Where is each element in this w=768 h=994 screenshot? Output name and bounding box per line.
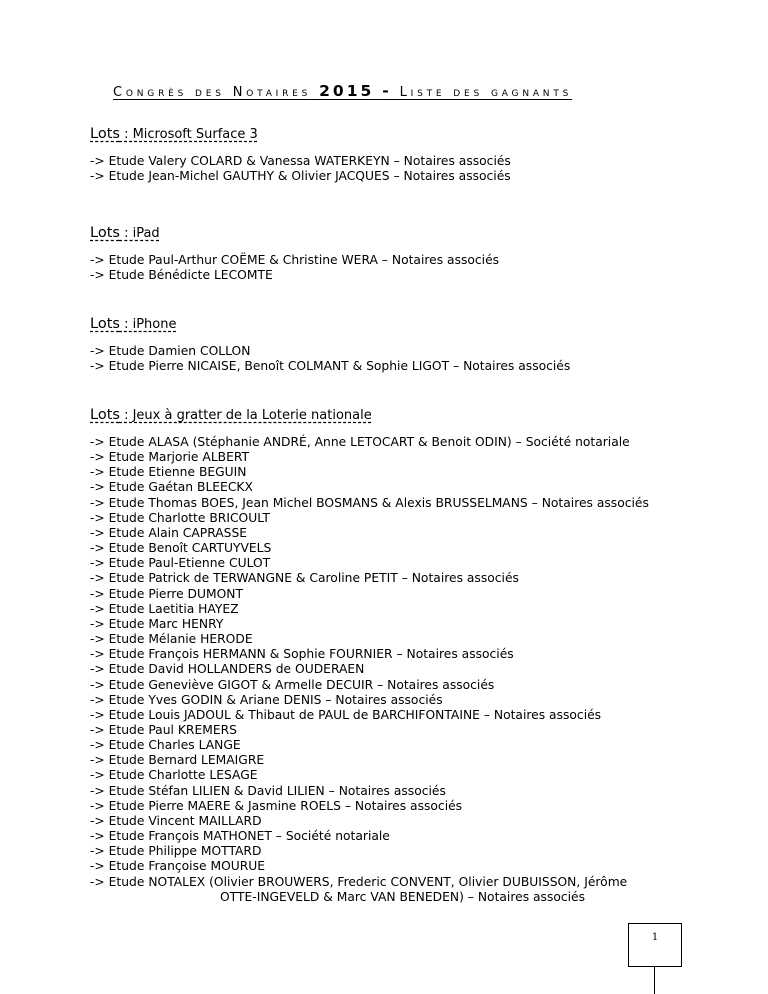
list-item: -> Etude Etienne BEGUIN <box>90 465 247 480</box>
list-item: -> Etude Pierre NICAISE, Benoît COLMANT & Sophie LIGOT – Notaires associés <box>90 359 571 374</box>
list-item: -> Etude Pierre DUMONT <box>90 586 244 601</box>
section-title: Lots : Microsoft Surface 3 <box>90 126 258 142</box>
title-year: 2015 <box>319 82 375 100</box>
list-item: -> Etude Damien COLLON <box>90 344 251 358</box>
list-item: -> Etude Marc HENRY <box>90 616 224 631</box>
section-title: Lots : Jeux à gratter de la Loterie nationale <box>90 407 372 423</box>
list-item: -> Etude Alain CAPRASSE <box>90 525 248 540</box>
list-item: -> Etude Bénédicte LECOMTE <box>90 268 273 283</box>
list-item: -> Etude Marjorie ALBERT <box>90 450 250 465</box>
page-title <box>113 82 572 100</box>
section-surface <box>90 126 730 184</box>
list-item: -> Etude Gaétan BLEECKX <box>90 480 253 495</box>
winner-list <box>90 154 730 184</box>
section-title: Lots : iPhone <box>90 316 177 332</box>
list-item: -> Etude Paul KREMERS <box>90 722 237 737</box>
list-item: -> Etude Paul-Etienne CULOT <box>90 556 271 571</box>
title-separator: - <box>382 82 392 100</box>
list-item-line2: OTTE-INGEVELD & Marc VAN BENEDEN) – Notaires associés <box>220 889 586 904</box>
winner-list <box>90 435 730 905</box>
list-item <box>90 875 730 905</box>
winner-list <box>90 253 730 283</box>
list-item: -> Etude Bernard LEMAIGRE <box>90 753 265 768</box>
list-item: -> Etude Stéfan LILIEN & David LILIEN – Notaires associés <box>90 783 446 798</box>
section-loterie <box>90 407 730 905</box>
list-item: -> Etude Vincent MAILLARD <box>90 813 262 828</box>
page-number: 1 <box>651 932 659 943</box>
page-number-stem <box>654 967 655 994</box>
title-part2: Liste des gagnants <box>399 85 573 100</box>
section-iphone <box>90 316 730 374</box>
list-item: -> Etude ALASA (Stéphanie ANDRÉ, Anne LETOCART & Benoit ODIN) – Société notariale <box>90 435 630 449</box>
list-item: -> Etude Jean-Michel GAUTHY & Olivier JACQUES – Notaires associés <box>90 169 511 184</box>
winner-list <box>90 344 730 374</box>
list-item: -> Etude Mélanie HERODE <box>90 632 253 647</box>
list-item: -> Etude François HERMANN & Sophie FOURNIER – Notaires associés <box>90 647 514 662</box>
list-item: -> Etude David HOLLANDERS de OUDERAEN <box>90 662 365 677</box>
list-item: -> Etude Paul-Arthur COËME & Christine WERA – Notaires associés <box>90 253 500 267</box>
section-ipad <box>90 225 730 283</box>
section-title: Lots : iPad <box>90 225 160 241</box>
list-item: -> Etude Geneviève GIGOT & Armelle DECUIR – Notaires associés <box>90 677 495 692</box>
list-item: -> Etude Patrick de TERWANGNE & Caroline PETIT – Notaires associés <box>90 571 519 586</box>
list-item: -> Etude François MATHONET – Société notariale <box>90 829 390 844</box>
title-part1: Congrès des Notaires <box>113 85 312 100</box>
list-item: -> Etude Charles LANGE <box>90 738 241 753</box>
list-item: -> Etude Laetitia HAYEZ <box>90 601 239 616</box>
list-item: -> Etude Benoît CARTUYVELS <box>90 541 272 556</box>
list-item: -> Etude Charlotte LESAGE <box>90 768 258 783</box>
list-item: -> Etude Thomas BOES, Jean Michel BOSMANS & Alexis BRUSSELMANS – Notaires associés <box>90 495 649 510</box>
list-item: -> Etude Louis JADOUL & Thibaut de PAUL de BARCHIFONTAINE – Notaires associés <box>90 707 602 722</box>
list-item: -> Etude Valery COLARD & Vanessa WATERKEYN – Notaires associés <box>90 154 511 168</box>
page-number-box <box>628 923 682 967</box>
list-item: -> Etude Françoise MOURUE <box>90 859 266 874</box>
list-item: -> Etude Philippe MOTTARD <box>90 844 262 859</box>
list-item: -> Etude Charlotte BRICOULT <box>90 510 270 525</box>
list-item: -> Etude Pierre MAERE & Jasmine ROELS – Notaires associés <box>90 798 463 813</box>
list-item: -> Etude Yves GODIN & Ariane DENIS – Notaires associés <box>90 692 443 707</box>
list-item-line1: -> Etude NOTALEX (Olivier BROUWERS, Frederic CONVENT, Olivier DUBUISSON, Jérôme <box>90 874 628 889</box>
